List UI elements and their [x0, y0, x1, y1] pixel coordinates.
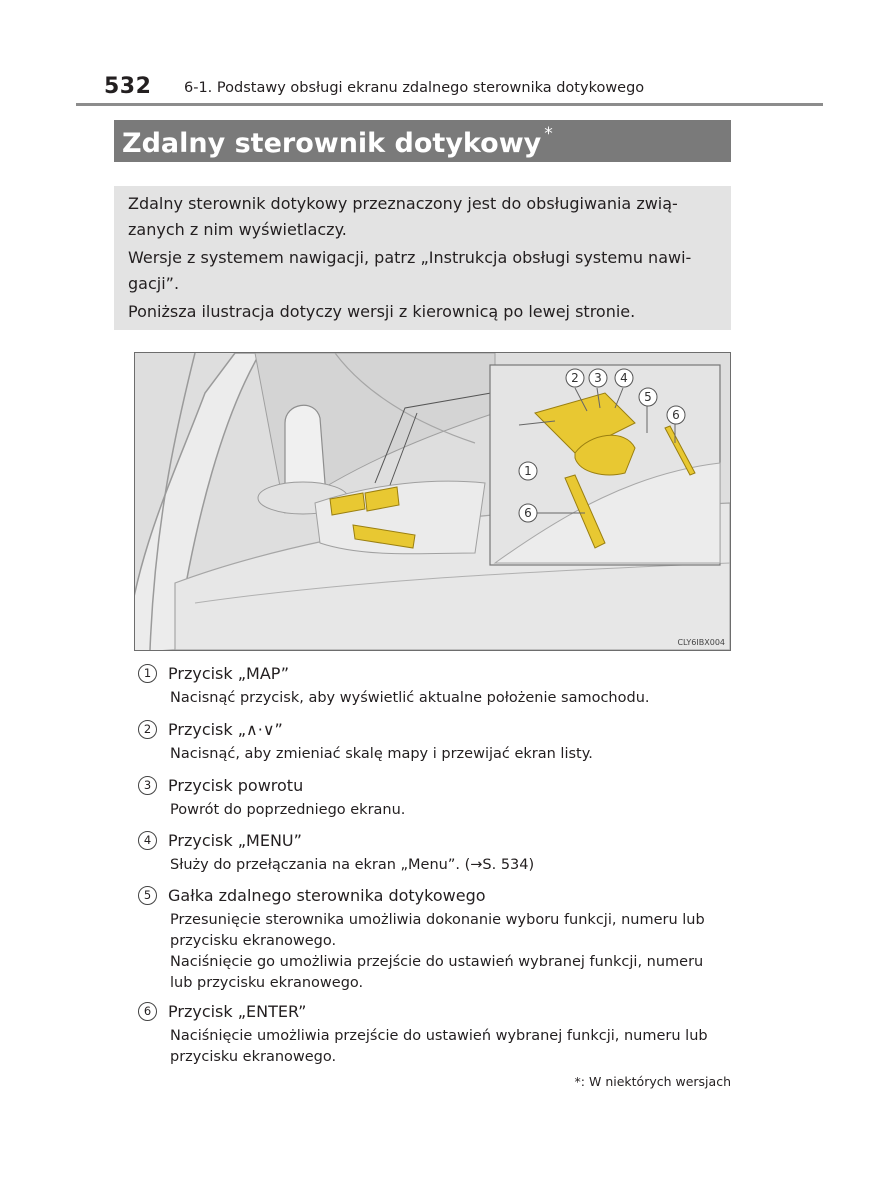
list-item: [138, 718, 738, 774]
page-number: 532: [104, 74, 152, 99]
list-item: [138, 774, 738, 829]
item-description: Służy do przełączania na ekran „Menu”. (→S. 534): [170, 857, 535, 873]
page-header: [104, 74, 724, 102]
title-footnote-marker: *: [544, 124, 553, 144]
item-number: 4: [138, 831, 157, 850]
svg-text:4: 4: [620, 371, 628, 385]
item-description: Nacisnąć, aby zmieniać skalę mapy i przewijać ekran listy.: [170, 746, 593, 762]
page-title: Zdalny sterownik dotykowy *: [122, 124, 553, 159]
intro-box: [114, 186, 731, 330]
item-number: 1: [138, 664, 157, 683]
item-label: Gałka zdalnego sterownika dotykowego: [168, 886, 486, 905]
intro-paragraph-2: Wersje z systemem nawigacji, patrz „Instrukcja obsługi systemu nawi- gacji”.: [128, 248, 692, 293]
item-description: Nacisnąć przycisk, aby wyświetlić aktualne położenie samochodu.: [170, 690, 650, 706]
item-description: Naciśnięcie umożliwia przejście do ustawień wybranej funkcji, numeru lub przycisku ekranowego.: [170, 1028, 708, 1065]
svg-text:1: 1: [524, 464, 532, 478]
header-rule: [76, 103, 823, 106]
section-title: 6-1. Podstawy obsługi ekranu zdalnego sterownika dotykowego: [184, 80, 645, 96]
intro-paragraph-1: Zdalny sterownik dotykowy przeznaczony jest do obsługiwania zwią- zanych z nim wyświetlaczy.: [128, 194, 678, 239]
svg-text:2: 2: [571, 371, 579, 385]
item-label: Przycisk „ENTER”: [168, 1002, 307, 1021]
item-number: 2: [138, 720, 157, 739]
item-number: 3: [138, 776, 157, 795]
item-description: Przesunięcie sterownika umożliwia dokonanie wyboru funkcji, numeru lub przycisku ekranowego. Naciśnięcie go umożliwia przejście do ustawień wybranej funkcji, numeru lub przycisku ekranowego.: [170, 912, 705, 991]
list-item: [138, 884, 738, 1000]
item-label: Przycisk „MAP”: [168, 664, 290, 683]
svg-text:6: 6: [672, 408, 680, 422]
footnote: *: W niektórych wersjach: [574, 1074, 731, 1089]
list-item: [138, 829, 738, 884]
list-item: [138, 662, 738, 718]
svg-text:6: 6: [524, 506, 532, 520]
svg-text:5: 5: [644, 390, 652, 404]
item-label: Przycisk „∧·∨”: [168, 720, 283, 739]
item-list: [138, 662, 738, 1072]
item-number: 6: [138, 1002, 157, 1021]
console-illustration: [134, 352, 731, 651]
list-item: [138, 1000, 738, 1072]
svg-text:3: 3: [594, 371, 602, 385]
item-number: 5: [138, 886, 157, 905]
intro-paragraph-3: Poniższa ilustracja dotyczy wersji z kierownicą po lewej stronie.: [128, 302, 636, 321]
title-bar: [114, 120, 731, 162]
figure-code: CLY6IBX004: [677, 638, 725, 647]
item-label: Przycisk powrotu: [168, 776, 304, 795]
item-label: Przycisk „MENU”: [168, 831, 302, 850]
item-description: Powrót do poprzedniego ekranu.: [170, 802, 406, 818]
